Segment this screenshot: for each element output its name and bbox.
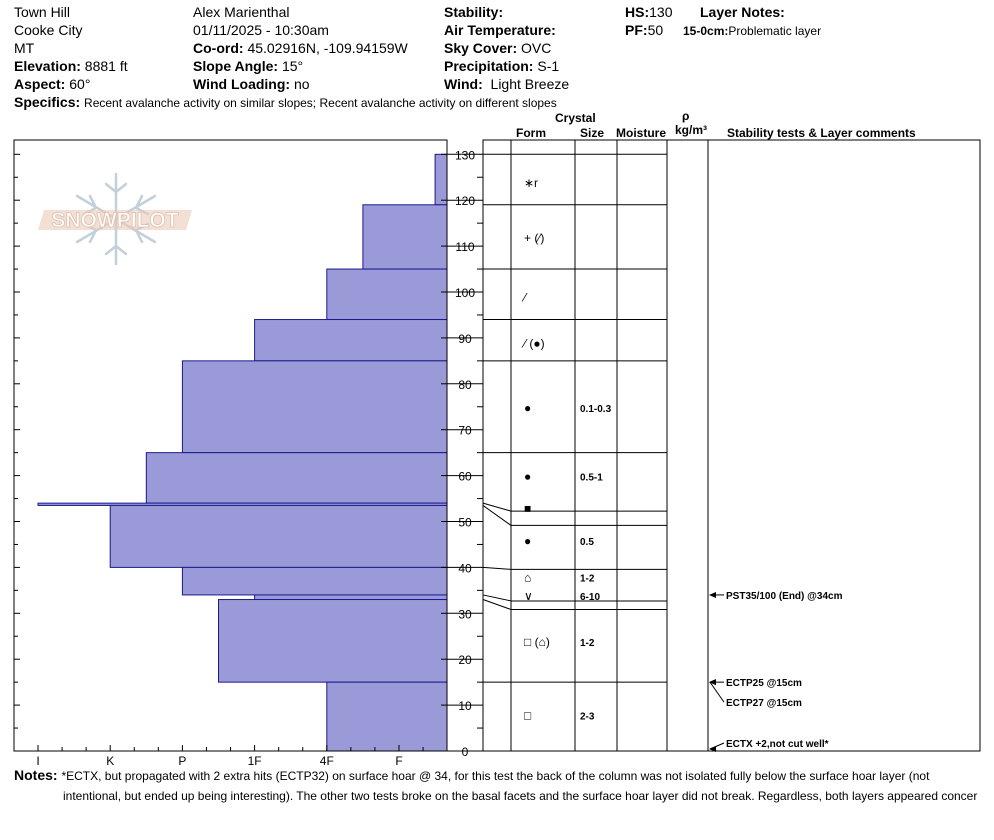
grain-form-5: ● <box>524 469 532 484</box>
test-arrow-head-2 <box>709 679 716 685</box>
height-label-60: 60 <box>458 469 472 484</box>
hardness-bar-7 <box>110 505 447 567</box>
snowpilot-logo-text: SNOWPILOT <box>51 209 179 232</box>
location-name: Town Hill <box>14 4 71 20</box>
grain-form-4: ● <box>524 400 532 415</box>
stability-tests <box>709 591 843 752</box>
layer-connector-7 <box>483 505 511 525</box>
precip-label: Precipitation: <box>444 58 534 74</box>
hardness-bar-8 <box>182 567 447 595</box>
grain-size-5: 0.5-1 <box>580 472 603 484</box>
grain-form-6: ■ <box>524 501 532 516</box>
height-label-100: 100 <box>454 286 476 300</box>
stability-tests-header: Stability tests & Layer comments <box>727 126 916 140</box>
hardness-label-4F: 4F <box>319 754 334 768</box>
snowpilot-logo <box>38 174 192 264</box>
grain-size-10: 1-2 <box>580 637 595 649</box>
wind-loading-label: Wind Loading: <box>193 76 291 92</box>
coord-label: Co-ord: <box>193 40 244 56</box>
elevation-label: Elevation: <box>14 58 81 74</box>
layer-note-text: Problematic layer <box>728 24 822 38</box>
form-header: Form <box>516 126 546 140</box>
layer-connector-6 <box>483 503 511 511</box>
test-label-1: ECTP25 @15cm <box>726 678 802 690</box>
pf-value: 50 <box>647 22 664 38</box>
slope-label: Slope Angle: <box>193 58 279 74</box>
height-label-110: 110 <box>455 240 475 255</box>
layer-notes-label: Layer Notes: <box>700 4 785 20</box>
height-label-30: 30 <box>458 607 472 622</box>
wind-value: Light Breeze <box>490 76 570 92</box>
grain-form-8: ⌂ <box>524 570 532 585</box>
size-header: Size <box>580 126 605 140</box>
observation-datetime: 01/11/2025 - 10:30am <box>193 22 329 38</box>
crystal-header: Crystal <box>555 111 596 125</box>
grain-form-7: ● <box>524 533 532 548</box>
height-label-70: 70 <box>458 423 472 438</box>
hardness-bars <box>38 154 447 751</box>
hardness-bar-10 <box>219 600 448 683</box>
test-arrow-head-0 <box>709 592 716 598</box>
hardness-bar-1 <box>363 205 447 269</box>
wind-loading-value: no <box>293 76 310 92</box>
hs-value: 130 <box>649 4 673 20</box>
height-label-10: 10 <box>458 699 472 714</box>
sky-value: OVC <box>521 40 552 56</box>
layer-note-depth: 15-0cm: <box>683 24 729 38</box>
height-label-20: 20 <box>458 653 472 668</box>
layer-connector-8 <box>483 567 511 569</box>
grain-form-10: □ (⌂) <box>524 634 550 649</box>
stability-panel-frame <box>483 140 980 751</box>
aspect-label: Aspect: <box>14 76 66 92</box>
wind-label: Wind: <box>444 76 483 92</box>
notes-label: Notes: <box>14 767 58 783</box>
notes-line-2: intentional, but ended up being interesting). The other two tests broke on the basal facets and the surface hoar layer did not break. Regardless, both layers appeared concer <box>63 789 978 803</box>
layer-connector-9 <box>483 595 511 601</box>
grain-forms <box>521 176 612 722</box>
grain-form-0: ∗r <box>524 175 539 190</box>
hardness-label-F: F <box>395 754 403 768</box>
observer-name: Alex Marienthal <box>193 4 290 20</box>
test-label-3: ECTX +2,not cut well* <box>726 739 829 750</box>
grain-form-2: ⁄ <box>524 290 527 305</box>
test-arrow-line-2 <box>710 682 724 702</box>
state-name: MT <box>14 40 35 56</box>
hs-label: HS: <box>625 4 650 20</box>
grain-size-7: 0.5 <box>580 536 594 548</box>
grain-size-8: 1-2 <box>580 573 595 585</box>
height-label-40: 40 <box>458 561 472 576</box>
pf-label: PF: <box>625 22 648 38</box>
aspect-value: 60° <box>69 76 91 92</box>
region-name: Cooke City <box>14 22 83 38</box>
specifics-value: Recent avalanche activity on similar slopes; Recent avalanche activity on different slopes <box>84 96 557 110</box>
hardness-label-I: I <box>36 754 40 768</box>
hardness-bar-11 <box>327 682 447 751</box>
height-label-80: 80 <box>458 377 472 392</box>
height-label-120: 120 <box>454 194 476 209</box>
hardness-bar-0 <box>435 154 447 204</box>
elevation-value: 8881 ft <box>84 58 128 74</box>
height-label-50: 50 <box>458 515 472 530</box>
test-label-2: ECTP27 @15cm <box>726 698 802 710</box>
hardness-bar-9 <box>255 595 447 600</box>
hardness-bar-4 <box>182 361 447 453</box>
hardness-label-1F: 1F <box>247 754 262 768</box>
density-header: kg/m³ <box>675 123 708 137</box>
layer-connector-10 <box>483 600 511 610</box>
grain-size-11: 2-3 <box>580 711 595 723</box>
height-label-130: 130 <box>454 148 476 163</box>
hardness-bar-2 <box>327 269 447 319</box>
height-axis <box>447 148 483 759</box>
grain-form-11: □ <box>524 708 532 723</box>
specifics-label: Specifics: <box>14 94 81 110</box>
grain-form-9: ∨ <box>524 588 533 603</box>
hardness-bar-5 <box>146 453 447 503</box>
slope-value: 15° <box>281 58 304 74</box>
grain-form-3: ⁄ (●) <box>524 336 545 351</box>
stability-label: Stability: <box>444 4 504 20</box>
height-label-0: 0 <box>461 745 469 759</box>
height-label-90: 90 <box>458 331 472 346</box>
hardness-bar-3 <box>255 320 447 361</box>
precip-value: S-1 <box>537 58 560 74</box>
grain-form-1: + (⁄) <box>524 230 545 245</box>
notes-text-1: *ECTX, but propagated with 2 extra hits (ECTP32) on surface hoar @ 34, for this test the back of the column was not isolated fully below the surface hoar layer (not <box>61 769 930 783</box>
notes-line-1 <box>14 767 929 784</box>
grain-size-9: 6-10 <box>580 591 601 603</box>
grain-size-4: 0.1-0.3 <box>580 403 612 415</box>
test-label-0: PST35/100 (End) @34cm <box>726 590 843 602</box>
hardness-label-P: P <box>178 754 187 768</box>
rho-header: ρ <box>682 109 690 123</box>
moisture-header: Moisture <box>616 126 667 140</box>
coord-value: 45.02916N, -109.94159W <box>247 40 408 56</box>
hardness-label-K: K <box>106 754 115 768</box>
sky-label: Sky Cover: <box>444 40 518 56</box>
air-temp-label: Air Temperature: <box>444 22 556 38</box>
